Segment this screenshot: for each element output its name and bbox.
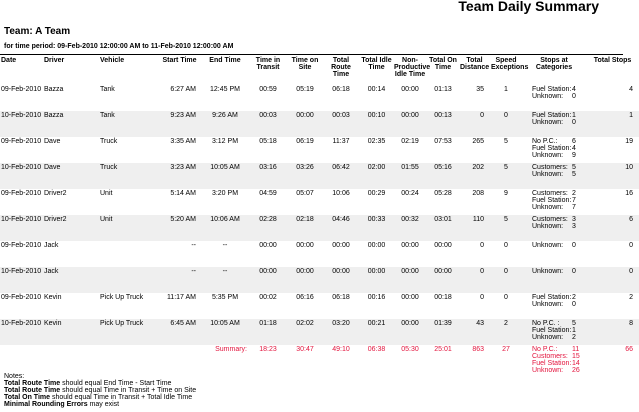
cell-date: 10-Feb-2010 <box>0 267 43 293</box>
table-header <box>0 57 639 85</box>
category-count: Unknown: 3 <box>532 223 576 230</box>
cell-speed: 0 <box>490 267 522 293</box>
cell-date: 09-Feb-2010 <box>1 86 42 93</box>
table-row <box>0 293 639 319</box>
table-row <box>0 267 639 293</box>
category-count: Fuel Station: 1 <box>532 327 576 334</box>
category-count: Fuel Station: 4 <box>532 145 576 152</box>
cell-end: 5:35 PM <box>211 294 239 301</box>
note-line: Total On Time should equal Time in Transit + Total Idle Time <box>4 394 193 401</box>
column-header: Stops at Categories <box>535 57 573 71</box>
cell-end: 3:20 PM <box>211 190 239 197</box>
cell-driver: Driver2 <box>44 190 67 197</box>
table-row <box>0 215 639 241</box>
cell-cats <box>522 293 586 319</box>
summary-stops: 66 <box>625 346 633 353</box>
cell-ontime: 00:00 <box>434 242 452 249</box>
cell-transit: 05:18 <box>259 138 277 145</box>
cell-driver: Bazza <box>43 111 99 137</box>
cell-idle: 00:16 <box>367 294 386 301</box>
column-header: Non-Productive Idle Time <box>394 57 431 78</box>
cell-stops: 8 <box>586 319 639 345</box>
cell-npidle: 00:00 <box>393 319 427 345</box>
column-header: Total Stops <box>593 57 632 64</box>
category-count: Unknown: 2 <box>532 334 576 341</box>
cell-npidle: 00:24 <box>401 190 419 197</box>
summary-category-count: No P.C.: 11 <box>532 346 580 353</box>
cell-driver: Kevin <box>44 294 62 301</box>
column-header: Time in Transit <box>255 57 281 71</box>
cell-onsite: 06:16 <box>296 294 314 301</box>
note-line: Minimal Rounding Errors may exist <box>4 401 120 408</box>
column-header: Driver <box>44 57 65 64</box>
summary-label: Summary: <box>215 346 247 353</box>
cell-idle: 02:35 <box>367 138 386 145</box>
table-row <box>0 189 639 215</box>
column-header: Vehicle <box>100 57 125 64</box>
category-count: Customers: 2 <box>532 190 576 197</box>
category-count: Fuel Station: 7 <box>532 197 576 204</box>
cell-speed: 1 <box>504 86 508 93</box>
summary-row <box>0 345 639 374</box>
table-row <box>0 85 639 111</box>
cell-idle: 00:21 <box>360 319 393 345</box>
cell-route: 00:03 <box>322 111 360 137</box>
category-count: Unknown: 0 <box>532 242 576 249</box>
cell-driver: Jack <box>43 267 99 293</box>
category-count: Unknown: 0 <box>532 119 576 126</box>
cell-route: 06:42 <box>322 163 360 189</box>
column-header: Total Idle Time <box>361 57 392 71</box>
cell-npidle: 00:00 <box>393 111 427 137</box>
cell-distance: 265 <box>472 138 484 145</box>
cell-transit: 00:00 <box>259 242 277 249</box>
category-count: Unknown: 0 <box>532 301 576 308</box>
cell-cats <box>522 241 586 267</box>
cell-end: 10:06 AM <box>202 215 248 241</box>
cell-vehicle: Truck <box>99 163 157 189</box>
table-row <box>0 163 639 189</box>
cell-onsite: 00:00 <box>288 111 322 137</box>
cell-onsite: 02:18 <box>288 215 322 241</box>
cell-npidle: 01:55 <box>393 163 427 189</box>
cell-distance: 202 <box>459 163 490 189</box>
cell-route: 11:37 <box>332 138 350 145</box>
cell-distance: 35 <box>476 86 484 93</box>
cell-stops: 0 <box>629 242 633 249</box>
note-line: Total Route Time should equal Time in Transit + Time on Site <box>4 387 197 394</box>
cell-start: 5:14 AM <box>170 190 196 197</box>
cell-vehicle <box>99 241 157 267</box>
cell-driver: Jack <box>44 242 59 249</box>
cell-vehicle: Unit <box>100 190 113 197</box>
cell-start: 3:23 AM <box>157 163 202 189</box>
header-rule <box>0 54 623 55</box>
cell-cats <box>522 111 586 137</box>
cell-ontime: 03:01 <box>427 215 459 241</box>
cell-distance: 0 <box>459 111 490 137</box>
cell-speed: 0 <box>490 111 522 137</box>
cell-cats <box>522 215 586 241</box>
cell-ontime: 00:13 <box>427 111 459 137</box>
cell-npidle: 02:19 <box>401 138 419 145</box>
cell-onsite: 03:26 <box>288 163 322 189</box>
cell-route: 00:00 <box>332 242 350 249</box>
cell-onsite: 02:02 <box>288 319 322 345</box>
cell-date: 09-Feb-2010 <box>1 190 42 197</box>
cell-start: -- <box>191 242 196 249</box>
category-count: No P.C. : 5 <box>532 320 576 327</box>
cell-date: 10-Feb-2010 <box>0 215 43 241</box>
cell-start: 3:35 AM <box>170 138 196 145</box>
cell-start: -- <box>157 267 202 293</box>
cell-cats <box>522 189 586 215</box>
cell-vehicle: Tank <box>99 111 157 137</box>
cell-vehicle <box>99 267 157 293</box>
column-header: Date <box>1 57 17 64</box>
category-count: Unknown: 0 <box>532 268 576 275</box>
cell-end: -- <box>222 242 228 249</box>
cell-speed: 5 <box>490 163 522 189</box>
cell-driver: Dave <box>44 138 61 145</box>
table-row <box>0 111 639 137</box>
cell-transit: 00:00 <box>248 267 288 293</box>
report-title: Team Daily Summary <box>458 0 599 14</box>
cell-stops: 16 <box>625 190 633 197</box>
category-count: Customers: 5 <box>532 164 576 171</box>
cell-speed: 0 <box>504 294 508 301</box>
cell-idle: 00:29 <box>367 190 386 197</box>
cell-npidle: 00:00 <box>393 267 427 293</box>
cell-date: 09-Feb-2010 <box>1 138 42 145</box>
cell-start: 9:23 AM <box>157 111 202 137</box>
category-count: Unknown: 7 <box>532 204 576 211</box>
time-period: for time period: 09-Feb-2010 12:00:00 AM to 11-Feb-2010 12:00:00 AM <box>4 43 234 50</box>
summary-category-count: Customers: 15 <box>532 353 580 360</box>
category-count: Fuel Station: 4 <box>532 86 576 93</box>
cell-stops: 2 <box>629 294 633 301</box>
cell-distance: 0 <box>480 294 484 301</box>
cell-stops: 1 <box>586 111 639 137</box>
category-count: Fuel Station: 1 <box>532 112 576 119</box>
summary-ontime: 25:01 <box>434 346 452 353</box>
cell-speed: 5 <box>490 215 522 241</box>
cell-end: -- <box>202 267 248 293</box>
cell-cats <box>522 85 586 111</box>
cell-route: 10:06 <box>332 190 350 197</box>
notes-heading: Notes: <box>4 373 25 380</box>
cell-idle: 00:10 <box>360 111 393 137</box>
cell-speed: 5 <box>504 138 508 145</box>
column-header: Start Time <box>162 57 197 64</box>
table-row <box>0 241 639 267</box>
summary-onsite: 30:47 <box>296 346 314 353</box>
table-row <box>0 319 639 345</box>
cell-stops: 4 <box>629 86 633 93</box>
cell-transit: 03:16 <box>248 163 288 189</box>
column-header: End Time <box>209 57 241 64</box>
cell-route: 03:20 <box>322 319 360 345</box>
category-count: No P.C.: 6 <box>532 138 576 145</box>
cell-driver: Bazza <box>44 86 64 93</box>
cell-distance: 0 <box>480 242 484 249</box>
cell-ontime: 05:28 <box>434 190 452 197</box>
cell-speed: 0 <box>504 242 508 249</box>
category-count: Unknown: 5 <box>532 171 576 178</box>
cell-vehicle: Unit <box>99 215 157 241</box>
cell-transit: 00:59 <box>259 86 277 93</box>
column-header: Total Route Time <box>331 57 351 78</box>
summary-speed: 27 <box>502 346 510 353</box>
cell-npidle: 00:00 <box>401 294 419 301</box>
cell-end: 3:12 PM <box>211 138 239 145</box>
cell-vehicle: Tank <box>100 86 115 93</box>
cell-date: 10-Feb-2010 <box>0 319 43 345</box>
notes <box>4 373 196 408</box>
cell-end: 12:45 PM <box>210 86 240 93</box>
category-count: Customers: 3 <box>532 216 576 223</box>
cell-cats <box>522 267 586 293</box>
cell-end: 9:26 AM <box>202 111 248 137</box>
cell-idle: 00:00 <box>367 242 386 249</box>
table-row <box>0 137 639 163</box>
cell-speed: 9 <box>504 190 508 197</box>
cell-onsite: 06:19 <box>296 138 314 145</box>
cell-distance: 43 <box>459 319 490 345</box>
summary-category-count: Unknown: 26 <box>532 367 580 374</box>
cell-route: 04:46 <box>322 215 360 241</box>
cell-idle: 02:00 <box>360 163 393 189</box>
cell-onsite: 00:00 <box>288 267 322 293</box>
summary-table <box>0 57 639 374</box>
cell-start: 6:45 AM <box>157 319 202 345</box>
cell-route: 00:00 <box>322 267 360 293</box>
column-header: Total On Time <box>429 57 457 71</box>
cell-cats <box>522 137 586 163</box>
summary-idle: 06:38 <box>367 346 386 353</box>
cell-idle: 00:33 <box>360 215 393 241</box>
cell-ontime: 01:39 <box>427 319 459 345</box>
cell-ontime: 00:18 <box>434 294 452 301</box>
cell-transit: 00:03 <box>248 111 288 137</box>
cell-end: 10:05 AM <box>202 319 248 345</box>
column-header: Speed Exceptions <box>491 57 529 71</box>
cell-onsite: 00:00 <box>296 242 314 249</box>
cell-npidle: 00:00 <box>401 86 419 93</box>
summary-category-count: Fuel Station: 14 <box>532 360 580 367</box>
cell-start: 6:27 AM <box>170 86 196 93</box>
cell-driver: Kevin <box>43 319 99 345</box>
summary-route: 49:10 <box>332 346 350 353</box>
cell-ontime: 01:13 <box>434 86 452 93</box>
cell-speed: 2 <box>490 319 522 345</box>
cell-ontime: 05:16 <box>427 163 459 189</box>
cell-cats <box>522 319 586 345</box>
cell-onsite: 05:19 <box>296 86 314 93</box>
column-header: Time on Site <box>291 57 319 71</box>
cell-start: 5:20 AM <box>157 215 202 241</box>
cell-vehicle: Pick Up Truck <box>100 294 144 301</box>
cell-driver: Dave <box>43 163 99 189</box>
cell-onsite: 05:07 <box>296 190 314 197</box>
cell-date: 09-Feb-2010 <box>1 294 42 301</box>
summary-npidle: 05:30 <box>401 346 419 353</box>
category-count: Unknown: 0 <box>532 93 576 100</box>
note-line: Total Route Time should equal End Time - Start Time <box>4 380 172 387</box>
cell-route: 06:18 <box>332 294 350 301</box>
cell-idle: 00:00 <box>360 267 393 293</box>
cell-start: 11:17 AM <box>166 294 196 301</box>
cell-driver: Driver2 <box>43 215 99 241</box>
cell-npidle: 00:32 <box>393 215 427 241</box>
cell-ontime: 00:00 <box>427 267 459 293</box>
cell-date: 10-Feb-2010 <box>0 111 43 137</box>
cell-route: 06:18 <box>332 86 350 93</box>
cell-cats <box>522 163 586 189</box>
cell-transit: 04:59 <box>259 190 277 197</box>
cell-distance: 0 <box>459 267 490 293</box>
cell-end: 10:05 AM <box>202 163 248 189</box>
team-title: Team: A Team <box>4 26 71 37</box>
cell-transit: 01:18 <box>248 319 288 345</box>
cell-ontime: 07:53 <box>434 138 452 145</box>
cell-date: 10-Feb-2010 <box>0 163 43 189</box>
cell-vehicle: Pick Up Truck <box>99 319 157 345</box>
cell-stops: 0 <box>586 267 639 293</box>
cell-stops: 19 <box>625 138 633 145</box>
cell-npidle: 00:00 <box>401 242 419 249</box>
cell-transit: 02:28 <box>248 215 288 241</box>
cell-vehicle: Truck <box>100 138 118 145</box>
column-header: Total Distance <box>460 57 490 71</box>
cell-idle: 00:14 <box>367 86 386 93</box>
category-count: Unknown: 9 <box>532 152 576 159</box>
cell-distance: 110 <box>459 215 490 241</box>
cell-distance: 208 <box>472 190 484 197</box>
cell-stops: 10 <box>586 163 639 189</box>
cell-stops: 6 <box>586 215 639 241</box>
cell-date: 09-Feb-2010 <box>1 242 42 249</box>
cell-transit: 00:02 <box>259 294 277 301</box>
summary-cats <box>522 345 586 374</box>
summary-distance: 863 <box>472 346 484 353</box>
summary-transit: 18:23 <box>259 346 277 353</box>
category-count: Fuel Station: 2 <box>532 294 576 301</box>
